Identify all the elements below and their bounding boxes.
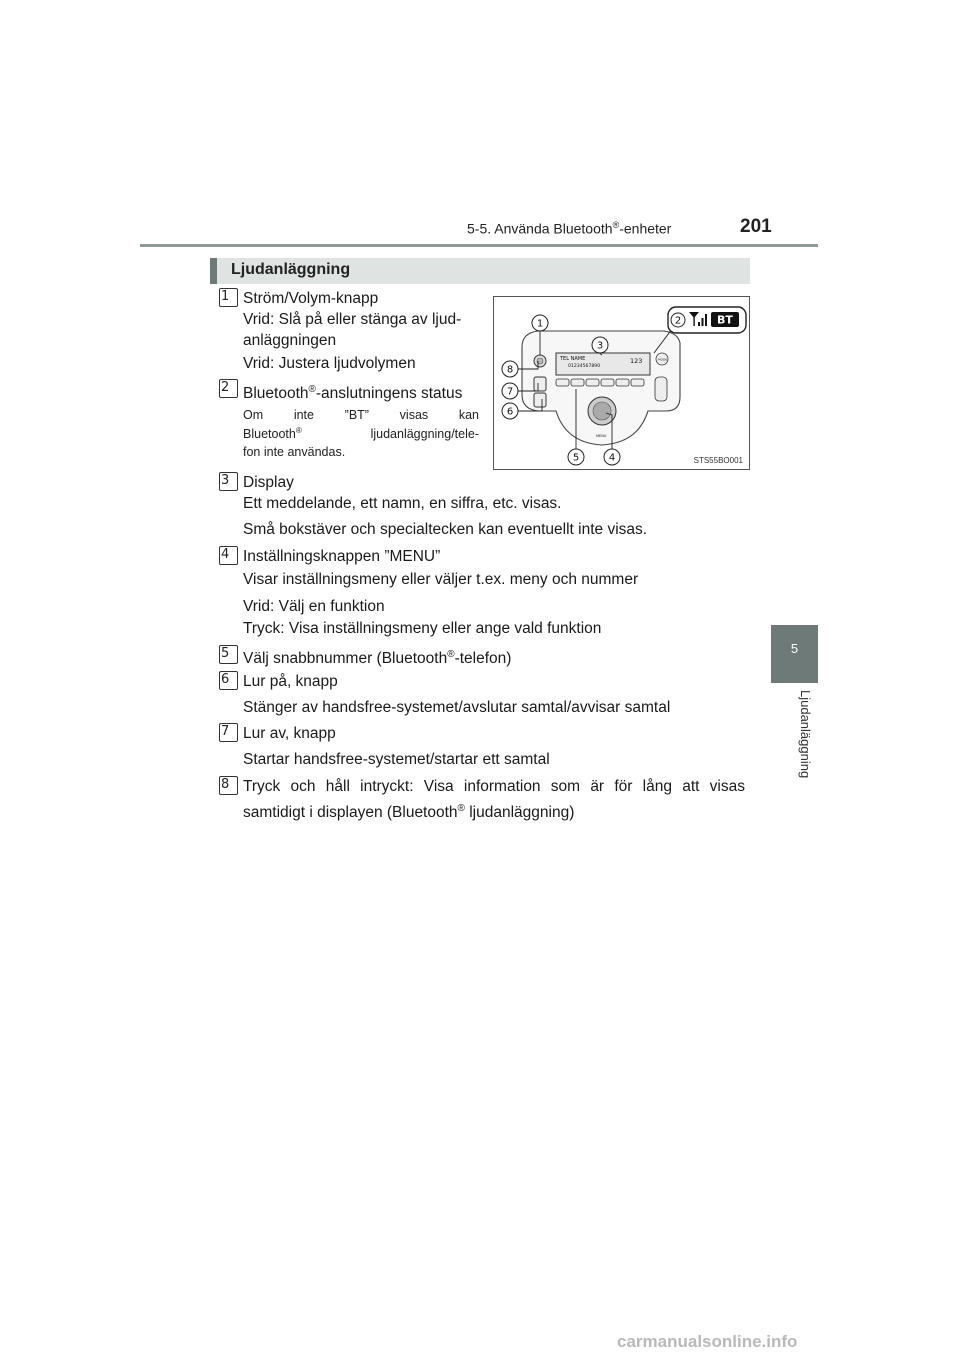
item-number-7: 7 (221, 725, 235, 739)
svg-text:BT: BT (717, 313, 733, 327)
figure-code: STS55BO001 (693, 456, 743, 465)
item-1-line: anläggningen (243, 332, 337, 349)
item-8-line: samtidigt i displayen (Bluetooth® ljudanläggning) (243, 803, 575, 822)
callout-2 (671, 313, 685, 327)
svg-text:4: 4 (608, 452, 616, 464)
section-title: Ljudanläggning (231, 261, 351, 278)
item-3-line: Små bokstäver och specialtecken kan eventuellt inte visas. (243, 521, 648, 538)
callout-1 (532, 315, 548, 331)
display-line-2: 01234567890 (568, 364, 601, 369)
svg-text:6: 6 (506, 406, 514, 418)
chapter-title-suffix: -enheter (619, 220, 672, 237)
chapter-tab: 5 (771, 625, 818, 683)
chapter-tab-label: Ljudanläggning (798, 690, 813, 779)
mode-label: MODE (658, 357, 668, 362)
item-number-3: 3 (221, 474, 235, 488)
item-number-5: 5 (221, 647, 235, 661)
display-line-1: TEL NAME (560, 356, 586, 362)
item-1-line: Vrid: Slå på eller stänga av ljud- (243, 311, 462, 328)
section-header (210, 258, 750, 284)
display-right: 123 (630, 357, 643, 365)
callout-8 (502, 361, 518, 377)
svg-text:2: 2 (674, 315, 682, 327)
item-2-note: fon inte användas. (243, 445, 346, 459)
bt-status-box (668, 307, 746, 333)
item-6-line: Stänger av handsfree-systemet/avslutar samtal/avvisar samtal (243, 699, 671, 716)
svg-text:5: 5 (572, 452, 580, 464)
page-number: 201 (740, 216, 772, 237)
item-8-line: Tryck och håll intryckt: Visa information som är för lång att visas (243, 778, 745, 795)
item-2-title: Bluetooth®-anslutningens status (243, 384, 463, 403)
svg-text:7: 7 (506, 386, 514, 398)
item-1-title: Ström/Volym-knapp (243, 290, 379, 307)
callout-6 (502, 403, 518, 419)
item-number-1: 1 (221, 290, 235, 304)
callout-4 (604, 449, 620, 465)
item-5-title: Välj snabbnummer (Bluetooth®-telefon) (243, 649, 512, 668)
item-4-line: Tryck: Visa inställningsmeny eller ange vald funktion (243, 620, 602, 637)
item-number-4: 4 (221, 548, 235, 562)
item-4-line: Visar inställningsmeny eller väljer t.ex. meny och nummer (243, 571, 639, 588)
item-number-6: 6 (221, 673, 235, 687)
watermark: carmanualsonline.info (617, 1332, 798, 1351)
callout-7 (502, 383, 518, 399)
radio-panel-illustration (494, 297, 749, 469)
svg-text:3: 3 (596, 340, 604, 352)
chapter-header (467, 220, 671, 237)
item-number-8: 8 (221, 778, 235, 792)
radio-panel-figure (493, 296, 750, 470)
registered-mark: ® (612, 220, 620, 230)
item-4-line: Vrid: Välj en funktion (243, 598, 385, 615)
chapter-title-prefix: 5-5. Använda Bluetooth (467, 220, 613, 237)
item-2-note: Om inte ”BT” visas kan (243, 408, 479, 422)
item-7-title: Lur av, knapp (243, 725, 336, 742)
callout-3 (592, 337, 608, 353)
item-number-2: 2 (221, 381, 235, 395)
menu-label: MENU (596, 434, 607, 438)
item-2-note: Bluetooth® ljudanläggning/tele- (243, 426, 479, 442)
header-rule (140, 244, 818, 247)
item-7-line: Startar handsfree-systemet/startar ett samtal (243, 751, 550, 768)
svg-text:1: 1 (536, 318, 544, 330)
item-3-line: Ett meddelande, ett namn, en siffra, etc. visas. (243, 495, 562, 512)
callout-5 (568, 449, 584, 465)
item-4-title: Inställningsknappen ”MENU” (243, 548, 441, 565)
svg-text:8: 8 (506, 364, 514, 376)
item-3-title: Display (243, 474, 294, 491)
item-1-line: Vrid: Justera ljudvolymen (243, 355, 416, 372)
item-6-title: Lur på, knapp (243, 673, 338, 690)
